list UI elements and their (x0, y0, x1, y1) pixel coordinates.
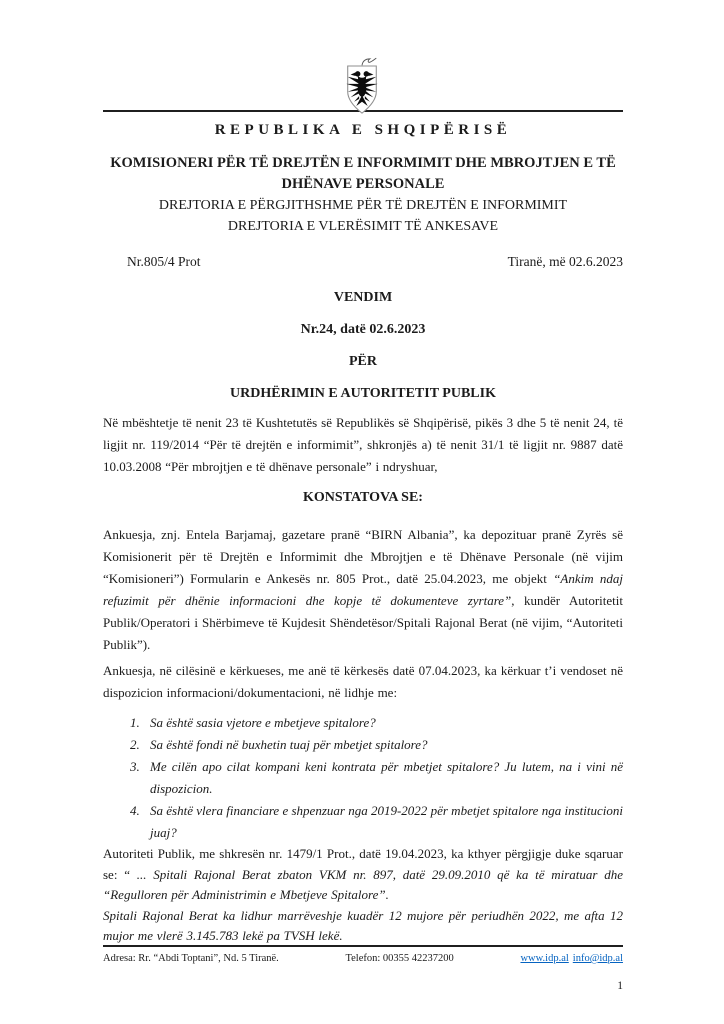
footer-website-link[interactable]: www.idp.al (520, 953, 569, 964)
directorate-complaints: DREJTORIA E VLERËSIMIT TË ANKESAVE (227, 219, 499, 234)
request-item-text: Sa është fondi në buxhetin tuaj për mbetjet spitalore? (150, 737, 428, 752)
masthead (0, 0, 724, 120)
institution-line-1: KOMISIONERI PËR TË DREJTËN E INFORMIMIT DHE MBROJTJEN E TË (110, 155, 616, 171)
page-footer (103, 945, 623, 966)
request-item-text: Me cilën apo cilat kompani keni kontrata për mbetjet spitalore? Ju lutem, na i vini në dispozicion. (150, 759, 623, 796)
response-quote-2: Spitali Rajonal Berat ka lidhur marrëveshje kuadër 12 mujore për periudhën 2022, me afta 12 mujor me vlerë 3.145.783 lekë pa TVSH lekë. (103, 907, 623, 943)
complaint-text-post: , kundër Autoritetit Publik/Operatori i Shërbimeve të Kujdesit Shëndetësor/Spitali Rajonal Berat (në vijim, “Autoriteti Publik”). (103, 593, 623, 652)
complaint-text-pre: Ankuesja, znj. Entela Barjamaj, gazetare pranë “BIRN Albania”, ka depozituar pranë Zyrës së Komisionerit për të Drejtën e Informimit dhe Mbrojtjen e të Dhënave Personale (në vijim “Komisioneri”) Formularin e Ankesës nr. 805 Prot., datë 25.04.2023, me objekt (103, 527, 623, 586)
protocol-number: Nr.805/4 Prot (127, 254, 201, 269)
response-text-pre: Autoriteti Publik, me shkresën nr. 1479/1 Prot., datë 19.04.2023, ka kthyer përgjigje duke sqaruar se: “ (103, 846, 623, 882)
page-number: 1 (617, 980, 623, 992)
footer-email-link[interactable]: info@idp.al (572, 953, 623, 964)
footer-links (520, 952, 623, 966)
request-item-text: Sa është vlera financiare e shpenzuar nga 2019-2022 për mbetjet spitalore nga institucioni juaj? (150, 803, 623, 840)
decision-subject: URDHËRIMIN E AUTORITETIT PUBLIK (230, 386, 496, 401)
decision-number: Nr.24, datë 02.6.2023 (300, 322, 426, 337)
request-item-3 (130, 756, 623, 800)
complaint-paragraph (103, 524, 623, 656)
albanian-coat-of-arms-icon (339, 56, 385, 116)
request-item-number: 4. (130, 803, 140, 818)
request-item-text: Sa është sasia vjetore e mbetjeve spitalore? (150, 715, 376, 730)
institution-line-2: DHËNAVE PERSONALE (281, 176, 445, 192)
authority-response-paragraph (103, 844, 623, 947)
republic-title: REPUBLIKA E SHQIPËRISË (214, 122, 512, 138)
request-list (103, 712, 623, 844)
decision-title: VENDIM (333, 290, 393, 305)
response-quote-1: ... Spitali Rajonal Berat zbaton VKM nr. 897, datë 29.09.2010 që ka të miratuar dhe “Regulloren për Administrimin e Mbetjeve Spitalore”. (103, 866, 623, 902)
protocol-row (103, 252, 623, 272)
request-item-4 (130, 800, 623, 844)
request-item-number: 1. (130, 715, 140, 730)
request-item-number: 3. (130, 759, 140, 774)
konstatova-heading: KONSTATOVA SE: (303, 490, 423, 505)
complaint-object-quote: “Ankim ndaj refuzimit për dhënie informacioni dhe kopje të dokumenteve zyrtare” (103, 571, 624, 608)
request-item-number: 2. (130, 737, 140, 752)
institution-name (103, 153, 623, 195)
place-and-date: Tiranë, më 02.6.2023 (507, 254, 623, 269)
request-intro-paragraph: Ankuesja, në cilësinë e kërkueses, me anë të kërkesës datë 07.04.2023, ka kërkuar t’i vendoset në dispozicion informacioni/dokumentacioni, në lidhje me: (103, 663, 623, 700)
footer-phone: Telefon: 00355 42237200 (345, 953, 454, 964)
directorate-general: DREJTORIA E PËRGJITHSHME PËR TË DREJTËN E INFORMIMIT (158, 198, 568, 213)
request-item-2 (130, 734, 623, 756)
decision-preposition: PËR (349, 354, 377, 369)
footer-address: Adresa: Rr. “Abdi Toptani”, Nd. 5 Tiranë. (103, 953, 279, 964)
legal-basis-paragraph: Në mbështetje të nenit 23 të Kushtetutës së Republikës së Shqipërisë, pikës 3 dhe 5 të nenit 24, të ligjit nr. 119/2014 “Për të drejtën e informimit”, shkronjës a) të nenit 31/1 të ligjit nr. 9887 datë 10.03.2008 “Për mbrojtjen e të dhënave personale” i ndryshuar, (103, 415, 623, 474)
request-item-1 (130, 712, 623, 734)
